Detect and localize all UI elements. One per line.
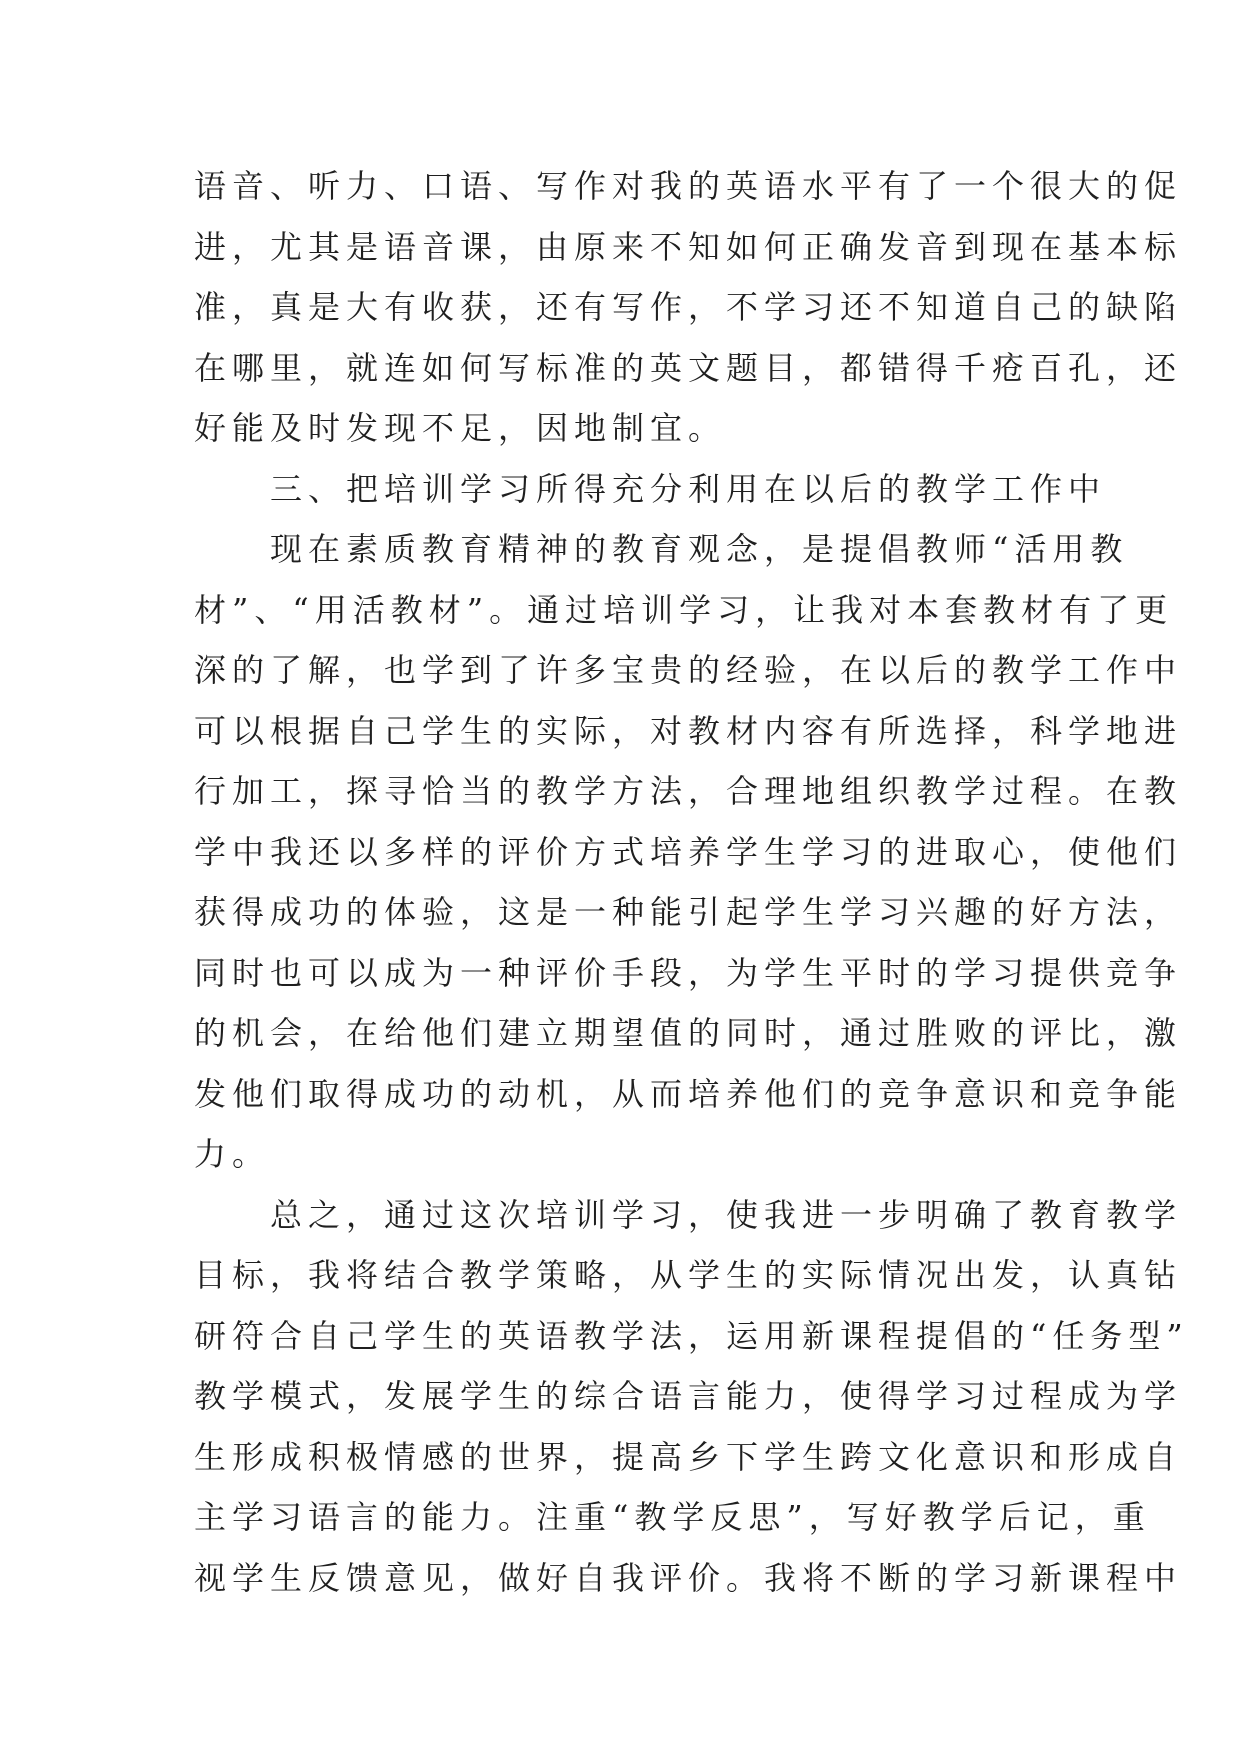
text-line-18: 总之，通过这次培训学习，使我进一步明确了教育教学 [194, 1195, 1183, 1234]
text-line-23: 主学习语言的能力。注重“教学反思”，写好教学后记，重 [194, 1498, 1151, 1536]
text-line-24: 视学生反馈意见，做好自我评价。我将不断的学习新课程中 [194, 1558, 1183, 1597]
text-line-16: 发他们取得成功的动机，从而培养他们的竞争意识和竞争能 [194, 1074, 1183, 1113]
text-line-14: 同时也可以成为一种评价手段，为学生平时的学习提供竞争 [194, 953, 1183, 992]
text-line-3: 准，真是大有收获，还有写作，不学习还不知道自己的缺陷 [194, 288, 1183, 326]
text-line-4: 在哪里，就连如何写标准的英文题目，都错得千疮百孔，还 [194, 348, 1183, 387]
text-line-13: 获得成功的体验，这是一种能引起学生学习兴趣的好方法， [194, 893, 1183, 931]
text-line-7: 现在素质教育精神的教育观念，是提倡教师“活用教 [194, 530, 1129, 568]
text-line-12: 学中我还以多样的评价方式培养学生学习的进取心，使他们 [194, 832, 1183, 871]
text-line-21: 教学模式，发展学生的综合语言能力，使得学习过程成为学 [194, 1377, 1183, 1415]
text-line-22: 生形成积极情感的世界，提高乡下学生跨文化意识和形成自 [194, 1437, 1183, 1476]
text-line-15: 的机会，在给他们建立期望值的同时，通过胜败的评比，激 [194, 1014, 1183, 1052]
text-line-10: 可以根据自己学生的实际，对教材内容有所选择，科学地进 [194, 711, 1183, 750]
text-line-17: 力。 [194, 1135, 271, 1173]
text-line-5: 好能及时发现不足，因地制宜。 [194, 409, 727, 447]
text-line-11: 行加工，探寻恰当的教学方法，合理地组织教学过程。在教 [194, 772, 1183, 810]
text-line-8: 材”、“用活教材”。通过培训学习，让我对本套教材有了更 [194, 590, 1174, 629]
text-line-2: 进，尤其是语音课，由原来不知如何正确发音到现在基本标 [194, 227, 1183, 266]
text-line-19: 目标，我将结合教学策略，从学生的实际情况出发，认真钻 [194, 1256, 1183, 1294]
text-line-1: 语音、听力、口语、写作对我的英语水平有了一个很大的促 [194, 167, 1183, 205]
text-line-20: 研符合自己学生的英语教学法，运用新课程提倡的“任务型” [194, 1316, 1189, 1355]
text-line-9: 深的了解，也学到了许多宝贵的经验，在以后的教学工作中 [194, 651, 1183, 689]
section-heading-3: 三、把培训学习所得充分利用在以后的教学工作中 [194, 469, 1107, 508]
body-text [194, 156, 1189, 1608]
